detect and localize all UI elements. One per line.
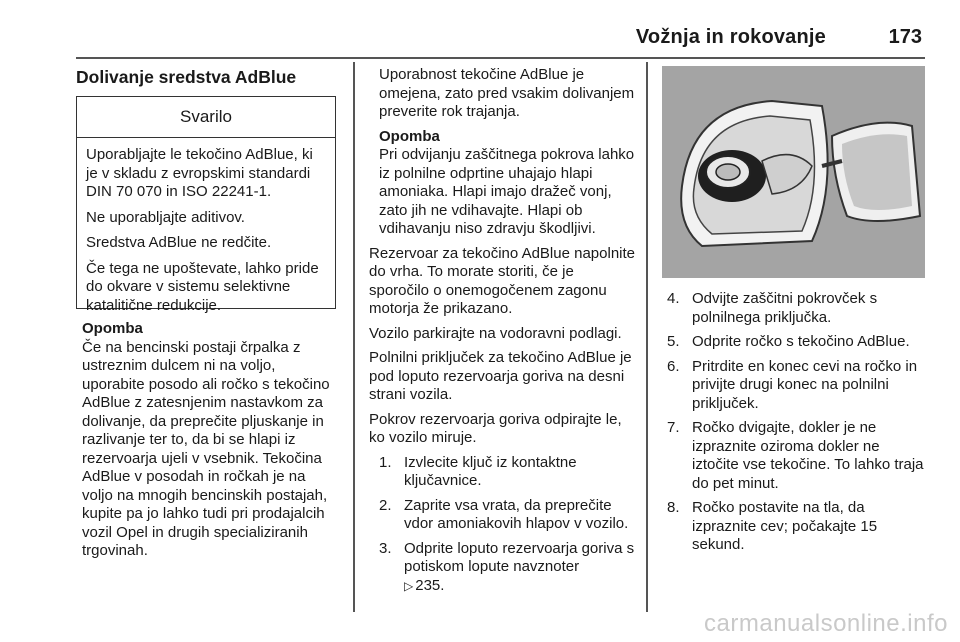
fuel-flap-drawing bbox=[662, 66, 925, 278]
note-block bbox=[82, 320, 340, 561]
list-item: 4. Odvijte zaščitni pokrovček s polnilnega priključka. bbox=[667, 290, 878, 326]
paragraph: Pokrov rezervoarja goriva odpirajte le, ko vozilo miruje. bbox=[369, 410, 622, 446]
middle-column bbox=[369, 66, 635, 601]
cross-reference-icon: ▷ bbox=[404, 578, 414, 593]
list-item: 7. Ročko dvigajte, dokler je ne izpraznite oziroma dokler ne iztočite vse tekočine. To lahko traja do pet minut. bbox=[667, 419, 924, 492]
note-block-2 bbox=[369, 128, 635, 239]
section-title: Dolivanje sredstva AdBlue bbox=[76, 67, 297, 87]
steps-list bbox=[369, 454, 635, 596]
note-label: Opomba bbox=[82, 320, 143, 337]
list-item: 1. Izvlecite ključ iz kontaktne ključavnice. bbox=[379, 453, 577, 489]
paragraph: Rezervoar za tekočino AdBlue napolnite do vrha. To morate storiti, če je sporočilo o onemogočenem zagonu motorja že prikazano. bbox=[369, 244, 636, 317]
list-item: 3. Odprite loputo rezervoarja goriva s potiskom lopute navznoter ▷ 235. bbox=[379, 539, 635, 594]
warning-heading: Svarilo bbox=[77, 97, 335, 138]
note-text: Pri odvijanju zaščitnega pokrova lahko iz polnilne odprtine uhajajo hlapi amoniaka. Hlapi imajo dražeč vonj, zato jih ne vdihavajte. Hlapi ob vdihavanju niso zdravju škodljivi. bbox=[379, 146, 635, 237]
list-item: 6. Pritrdite en konec cevi na ročko in privijte drugi konec na polnilni priključek. bbox=[667, 357, 918, 412]
warning-body bbox=[77, 138, 335, 315]
note-label: Opomba bbox=[379, 127, 440, 145]
warning-box bbox=[76, 96, 336, 314]
fuel-flap-illustration bbox=[662, 66, 925, 278]
cross-reference-link[interactable]: 235. bbox=[415, 576, 445, 594]
watermark: carmanualsonline.info bbox=[704, 610, 948, 637]
paragraph: Vozilo parkirajte na vodoravni podlagi. bbox=[369, 324, 622, 342]
list-item: 2. Zaprite vsa vrata, da preprečite vdor amoniakovih hlapov v vozilo. bbox=[379, 496, 629, 532]
warning-paragraph: Uporabljajte le tekočino AdBlue, ki je v skladu z evropskimi standardi DIN 70 070 in ISO 22241-1. bbox=[86, 146, 313, 200]
warning-paragraph: Ne uporabljajte aditivov. bbox=[86, 208, 245, 226]
column-divider-2 bbox=[646, 62, 648, 612]
header-divider bbox=[76, 57, 925, 59]
warning-paragraph: Če tega ne upoštevate, lahko pride do okvare v sistemu selektivne katalitične redukcije. bbox=[86, 259, 319, 314]
warning-paragraph: Sredstva AdBlue ne redčite. bbox=[86, 234, 272, 251]
intro-paragraph: Uporabnost tekočine AdBlue je omejena, zato pred vsakim dolivanjem preverite rok trajanja. bbox=[379, 66, 635, 120]
right-column bbox=[667, 290, 929, 561]
list-item: 8. Ročko postavite na tla, da izpraznite cev; počakajte 15 sekund. bbox=[667, 499, 878, 553]
paragraph: Polnilni priključek za tekočino AdBlue je pod loputo rezervoarja goriva na desni strani vozila. bbox=[369, 349, 632, 403]
list-item: 5. Odprite ročko s tekočino AdBlue. bbox=[667, 333, 910, 350]
note-text: Če na bencinski postaji črpalka z ustreznim dulcem ni na voljo, uporabite posodo ali ročko s tekočino AdBlue z zatesnjenim nastavkom za dolivanje, da preprečite pljuskanje in razlivanje ter to, da bi se hlapi iz rezervoarja ujeli v vsebnik. Tekočina AdBlue v posodah in ročkah je na voljo na mnogih bencinskih postajah, kupite pa jo lahko tudi pri prodajalcih vozil Opel in drugih specializiranih trgovinah. bbox=[82, 338, 330, 559]
column-divider-1 bbox=[353, 62, 355, 612]
page-number: 173 bbox=[888, 26, 922, 48]
header-title: Vožnja in rokovanje bbox=[635, 26, 826, 48]
steps-list bbox=[667, 290, 929, 555]
